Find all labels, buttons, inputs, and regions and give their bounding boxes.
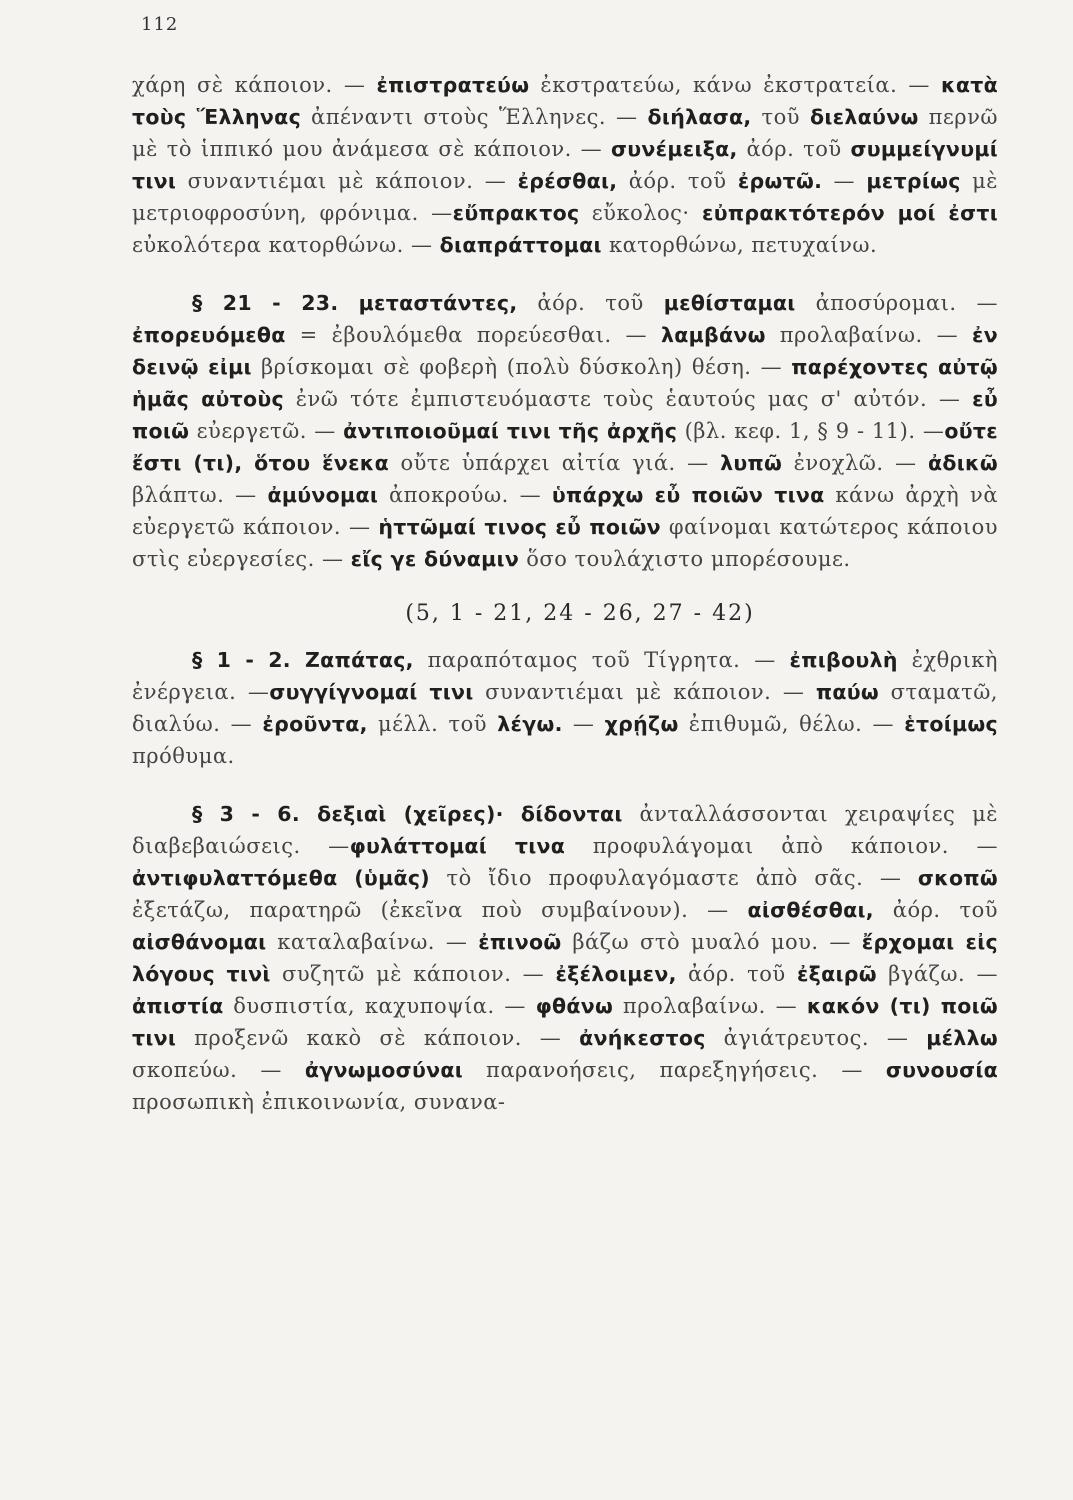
section-heading: (5, 1 - 21, 24 - 26, 27 - 42)	[405, 601, 755, 626]
headword: δεξιαὶ (χεῖρες)· δίδονται	[317, 802, 623, 826]
headword: λέγω.	[497, 712, 563, 736]
gloss-text: τὸ ἴδιο προφυλαγόμαστε ἀπὸ σᾶς. —	[429, 866, 918, 890]
headword: § 3 - 6.	[192, 802, 318, 826]
gloss-text: προσωπικὴ ἐπικοινωνία, συνανα-	[132, 1090, 506, 1114]
gloss-text: βάζω στὸ μυαλό μου. —	[561, 930, 862, 954]
headword: ἐξαιρῶ	[796, 962, 877, 986]
headword: μετρίως	[866, 169, 961, 193]
headword: ἡττῶμαί τινος εὖ ποιῶν	[378, 515, 661, 539]
gloss-text: σταματῶ, διαλύω. —	[132, 680, 998, 736]
page-number: 112	[141, 14, 179, 35]
gloss-text: ἀόρ. τοῦ	[617, 169, 738, 193]
gloss-text: ἐξετάζω, παρατηρῶ (ἐκεῖνα ποὺ συμβαίνουν). —	[132, 898, 748, 922]
paragraph-spacer	[132, 772, 998, 798]
headword: ἐπιστρατεύω	[376, 73, 530, 97]
headword: εἴς γε δύναμιν	[350, 547, 520, 571]
gloss-text: —	[562, 712, 605, 736]
gloss-text: βρίσκομαι σὲ φοβερὴ (πολὺ δύσκολη) θέση. —	[251, 355, 792, 379]
paragraph-glossary-4	[132, 798, 998, 1118]
paragraph-spacer	[132, 575, 998, 601]
paragraph-spacer	[132, 626, 998, 644]
headword: ἀνήκεστος	[579, 1026, 706, 1050]
gloss-text: σκοπεύω. —	[132, 1058, 305, 1082]
paragraph-spacer	[132, 261, 998, 287]
headword: αἰσθάνομαι	[132, 930, 267, 954]
gloss-text: ἀποκρούω. —	[378, 483, 552, 507]
headword: § 21 - 23.	[192, 291, 359, 315]
headword: οὔτε ἔστι (τι), ὅτου ἕνεκα	[132, 419, 999, 475]
headword: ἀντιποιοῦμαί τινι τῆς ἀρχῆς	[343, 419, 678, 443]
gloss-text: εὐκολότερα κατορθώνω. —	[132, 233, 440, 257]
gloss-text: ἀποσύρομαι. —	[795, 291, 998, 315]
gloss-text: εὔκολος·	[579, 201, 702, 225]
gloss-text: συναντιέμαι μὲ κάποιον. —	[473, 680, 816, 704]
headword: ἀγνωμοσύναι	[304, 1058, 464, 1082]
gloss-text: περνῶ μὲ τὸ ἱππικό μου ἀνάμεσα σὲ κάποιον. —	[132, 105, 998, 161]
headword: ἀπιστία	[132, 994, 224, 1018]
gloss-text: κάνω ἀρχὴ νὰ εὐεργετῶ κάποιον. —	[132, 483, 999, 539]
headword: ἐπιβουλὴ	[789, 648, 898, 672]
gloss-text: βγάζω. —	[876, 962, 999, 986]
headword: ἀμύνομαι	[267, 483, 379, 507]
headword: ἀδικῶ	[927, 451, 998, 475]
gloss-text: συναντιέμαι μὲ κάποιον. —	[176, 169, 518, 193]
headword: διήλασα,	[647, 105, 752, 129]
gloss-text: οὔτε ὑπάρχει αἰτία γιά. —	[389, 451, 721, 475]
gloss-text: ὅσο τουλάχιστο μπορέσουμε.	[519, 547, 851, 571]
headword: ἐπινοῶ	[478, 930, 562, 954]
headword: χρῄζω	[604, 712, 679, 736]
gloss-text: παρανοήσεις, παρεξηγήσεις. —	[463, 1058, 886, 1082]
headword: κατὰ τοὺς Ἕλληνας	[132, 73, 998, 129]
gloss-text: φαίνομαι κατώτερος κάποιου στὶς εὐεργεσίες. —	[132, 515, 998, 571]
gloss-text: χάρη σὲ κάποιον. —	[132, 73, 377, 97]
headword: διελαύνω	[810, 105, 919, 129]
headword: σκοπῶ	[917, 866, 998, 890]
gloss-text: ἀγιάτρευτος. —	[705, 1026, 927, 1050]
gloss-text: προλαβαίνω. —	[613, 994, 807, 1018]
gloss-text: ἐκστρατεύω, κάνω ἐκστρατεία. —	[529, 73, 941, 97]
headword: λυπῶ	[720, 451, 783, 475]
gloss-text: ἐχθρικὴ ἐνέργεια. —	[132, 648, 999, 704]
gloss-text: δυσπιστία, καχυποψία. —	[223, 994, 536, 1018]
gloss-text: —	[822, 169, 867, 193]
gloss-text: κατορθώνω, πετυχαίνω.	[601, 233, 878, 257]
gloss-text: εὐεργετῶ. —	[189, 419, 344, 443]
headword: ἐροῦντα,	[262, 712, 368, 736]
headword: ἀντιφυλαττόμεθα (ὑμᾶς)	[132, 866, 430, 890]
gloss-text: ἀόρ. τοῦ	[676, 962, 797, 986]
headword: συγγίγνομαί τινι	[269, 680, 474, 704]
gloss-text: ἀνταλλάσσονται χειραψίες μὲ διαβεβαιώσεις. —	[132, 802, 999, 858]
headword: συνέμειξα,	[610, 137, 738, 161]
gloss-text: ἐνοχλῶ. —	[782, 451, 928, 475]
headword: λαμβάνω	[661, 323, 766, 347]
gloss-text: προφυλάγομαι ἀπὸ κάποιον. —	[565, 834, 998, 858]
headword: φυλάττομαί τινα	[349, 834, 566, 858]
headword: ἔρχομαι εἰς λόγους τινὶ	[132, 930, 998, 986]
gloss-text: ἀόρ. τοῦ	[517, 291, 664, 315]
headword: φθάνω	[535, 994, 614, 1018]
gloss-text: μέλλ. τοῦ	[367, 712, 498, 736]
headword: εὐπρακτότερόν μοί ἐστι	[701, 201, 999, 225]
gloss-text: συζητῶ μὲ κάποιον. —	[270, 962, 556, 986]
headword: ἐν δεινῷ εἰμι	[132, 323, 998, 379]
headword: ἐξέλοιμεν,	[555, 962, 677, 986]
headword: Ζαπάτας,	[305, 648, 414, 672]
headword: μέλλω	[926, 1026, 998, 1050]
gloss-text: βλάπτω. —	[132, 483, 268, 507]
headword: ἐρωτῶ.	[737, 169, 823, 193]
gloss-text: (βλ. κεφ. 1, § 9 - 11). —	[677, 419, 945, 443]
headword: εὔπρακτος	[452, 201, 580, 225]
headword: αἰσθέσθαι,	[747, 898, 874, 922]
gloss-text: προλαβαίνω. —	[765, 323, 973, 347]
gloss-text: ἀόρ. τοῦ	[737, 137, 851, 161]
headword: § 1 - 2.	[192, 648, 306, 672]
gloss-text: προξενῶ κακὸ σὲ κάποιον. —	[176, 1026, 580, 1050]
headword: μεταστάντες,	[358, 291, 518, 315]
gloss-text: πρόθυμα.	[132, 744, 235, 768]
gloss-text: ἀόρ. τοῦ	[873, 898, 998, 922]
headword: μεθίσταμαι	[663, 291, 796, 315]
gloss-text: ἐπιθυμῶ, θέλω. —	[678, 712, 905, 736]
gloss-text: ἀπέναντι στοὺς Ἕλληνες. —	[301, 105, 648, 129]
gloss-text: = ἐβουλόμεθα πορεύεσθαι. —	[285, 323, 661, 347]
headword: κακόν (τι) ποιῶ τινι	[132, 994, 998, 1050]
headword: παύω	[815, 680, 880, 704]
gloss-text: μὲ μετριοφροσύνη, φρόνιμα. —	[132, 169, 998, 225]
headword: συμμείγνυμί τινι	[132, 137, 999, 193]
gloss-text: τοῦ	[751, 105, 811, 129]
gloss-text: παραπόταμος τοῦ Τίγρητα. —	[413, 648, 790, 672]
paragraph-glossary-2	[132, 287, 998, 575]
headword: εὖ ποιῶ	[132, 387, 998, 443]
paragraph-glossary-3	[132, 644, 998, 772]
headword: ἐρέσθαι,	[517, 169, 618, 193]
headword: παρέχοντες αὐτῷ ἡμᾶς αὐτοὺς	[132, 355, 999, 411]
headword: διαπράττομαι	[439, 233, 602, 257]
paragraph-glossary-1	[132, 69, 998, 261]
headword: ὑπάρχω εὖ ποιῶν τινα	[551, 483, 825, 507]
gloss-text: καταλαβαίνω. —	[266, 930, 479, 954]
headword: ἐπορευόμεθα	[132, 323, 286, 347]
gloss-text: ἐνῶ τότε ἐμπιστευόμαστε τοὺς ἑαυτούς μας σ' αὐτόν. —	[284, 387, 973, 411]
headword: συνουσία	[885, 1058, 999, 1082]
headword: ἑτοίμως	[904, 712, 998, 736]
